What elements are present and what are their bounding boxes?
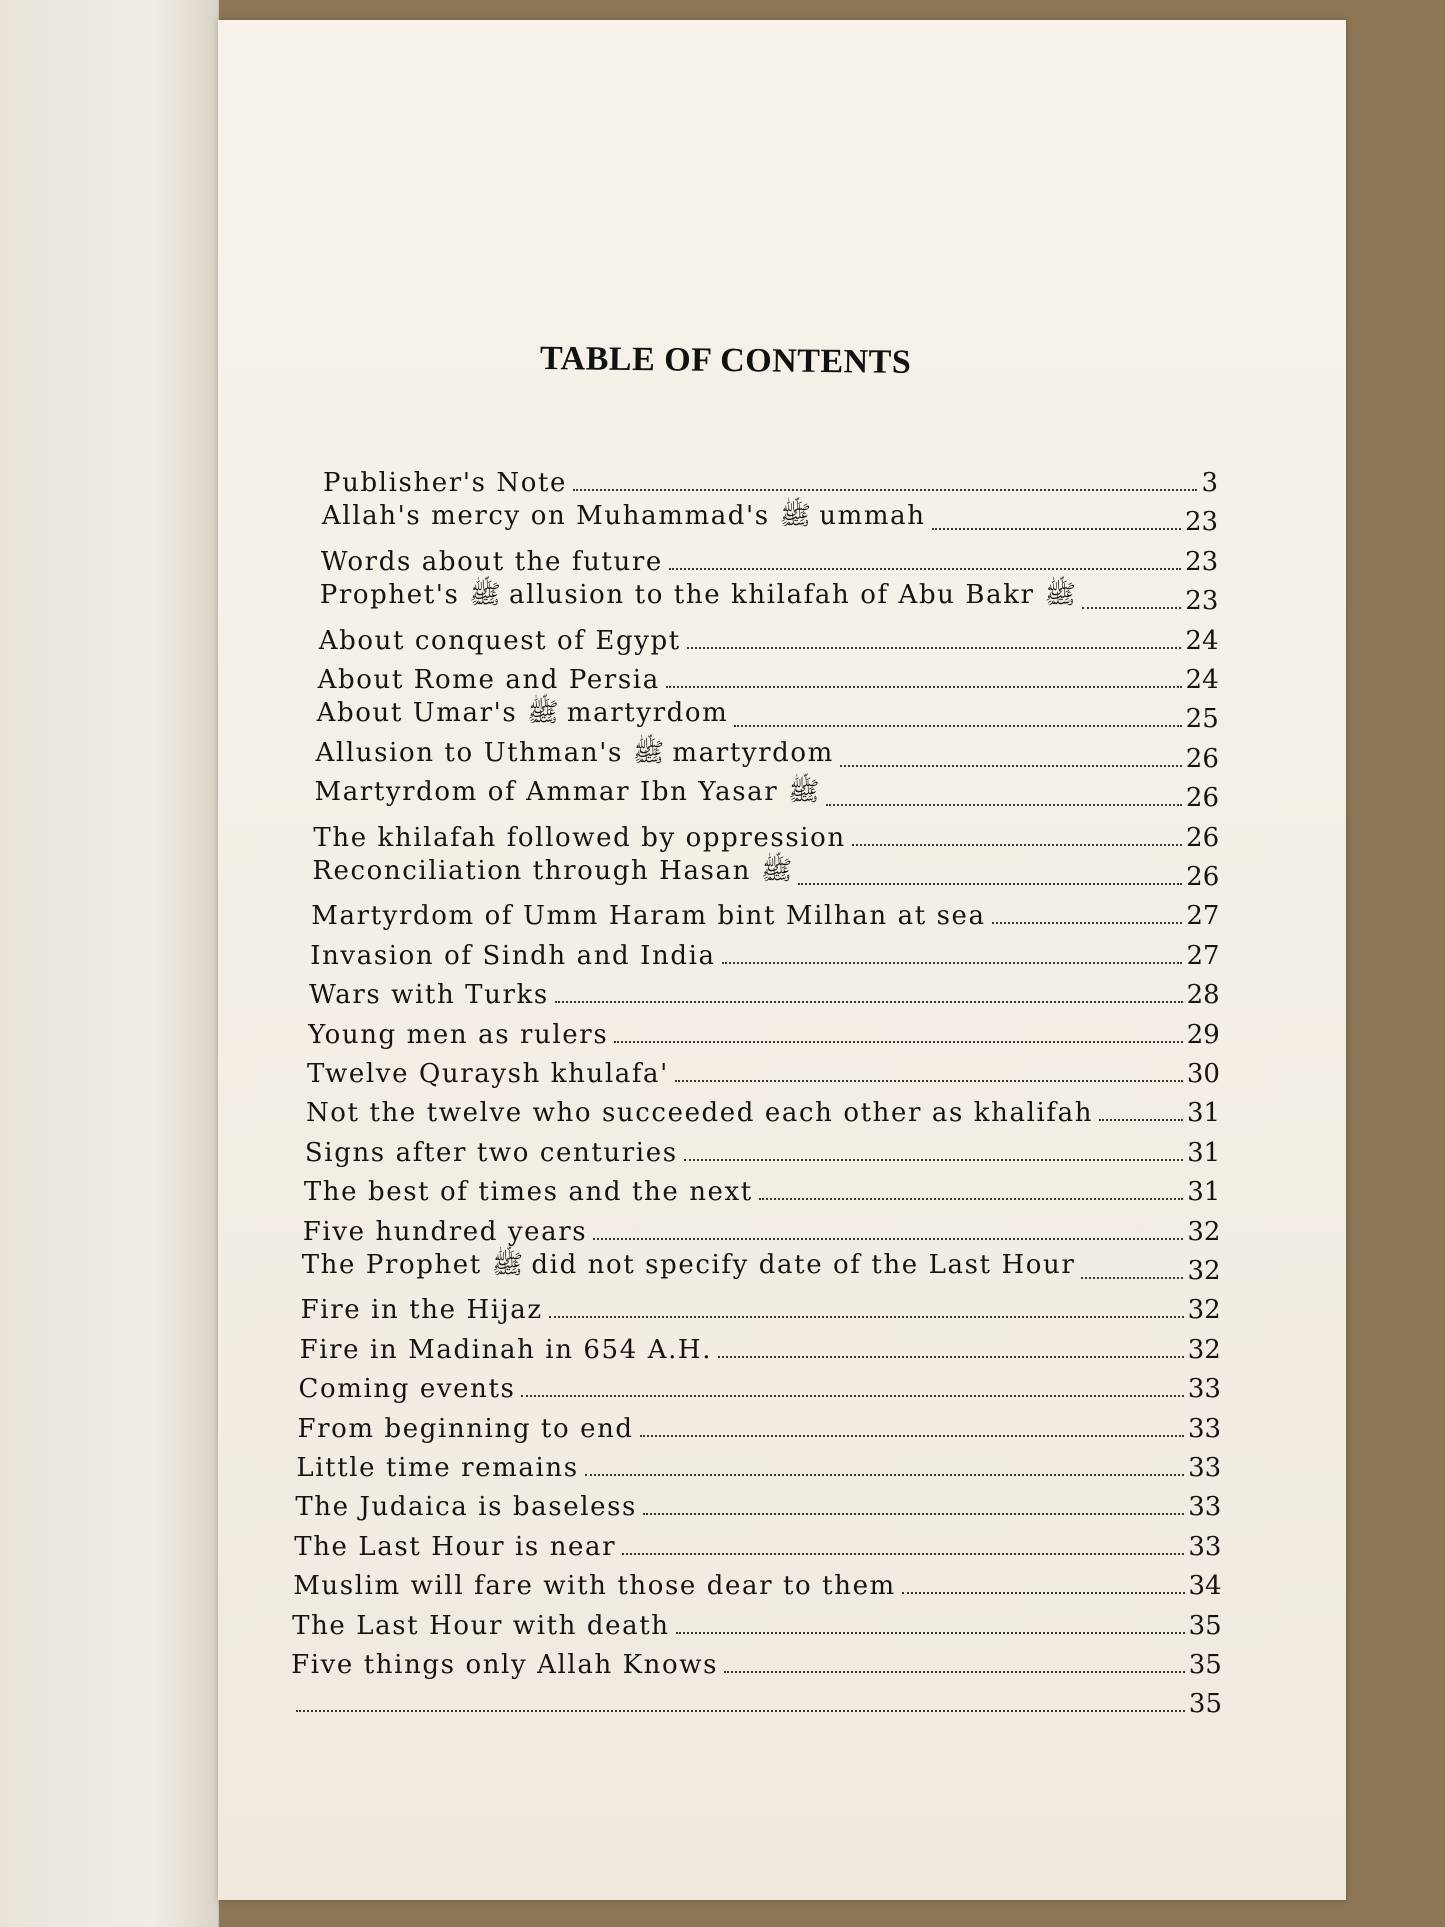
toc-entry-title: Young men as rulers [308,1019,609,1050]
toc-entry-title: Publisher's Note [323,468,568,498]
toc-entry [291,1644,1222,1680]
toc-entry-title: The best of times and the next [303,1177,753,1208]
toc-entry-page-number: 3 [1201,468,1218,498]
toc-entry [306,1092,1220,1128]
dot-leader [555,1001,1183,1003]
dot-leader [684,1159,1183,1161]
toc-entry [316,738,1219,774]
dot-leader [666,686,1182,688]
toc-entry-title: Fire in the Hijaz [300,1295,543,1326]
toc-entry-title: Invasion of Sindh and India [310,940,716,971]
left-page-bleedthrough [0,560,200,598]
toc-entry [296,1447,1221,1483]
toc-entry-page-number: 26 [1186,862,1220,892]
dot-leader [669,568,1181,570]
toc-entry-page-number: 24 [1185,665,1219,695]
toc-entry [311,895,1219,931]
dot-leader [687,647,1182,649]
toc-entry-page-number: 33 [1188,1531,1222,1562]
dot-leader [1082,607,1181,609]
toc-entry-page-number: 35 [1188,1650,1222,1680]
toc-entry [307,1053,1220,1089]
toc-entry [292,1605,1222,1641]
toc-entry [302,1250,1221,1286]
toc-entry [314,777,1219,813]
toc-entry-title: Wars with Turks [309,980,549,1011]
toc-entry [308,1014,1220,1050]
toc-entry [320,580,1219,616]
toc-entry-page-number: 31 [1187,1177,1221,1208]
dot-leader [724,1671,1185,1673]
dot-leader [852,844,1182,846]
toc-entry [299,1368,1221,1404]
toc-entry [297,1408,1221,1444]
toc-entry-page-number: 35 [1188,1610,1222,1641]
toc-entry [319,620,1219,656]
toc-entry-title: Not the twelve who succeeded each other as khalifah [305,1098,1094,1129]
dot-leader [826,804,1182,806]
toc-entry [312,856,1219,892]
dot-leader [759,1198,1183,1200]
dot-leader [718,1356,1184,1358]
toc-entry-title: Twelve Quraysh khulafa' [307,1059,669,1089]
page-title: TABLE OF CONTENTS [539,340,912,381]
toc-entry-page-number: 35 [1188,1689,1222,1720]
toc-entry-page-number: 33 [1188,1453,1222,1483]
toc-entry-title: Muslim will fare with those dear to them [293,1571,896,1602]
toc-entry-page-number: 23 [1185,546,1219,577]
toc-entry-title: Five hundred years [302,1216,588,1247]
toc-entry-title: About conquest of Egypt [318,625,681,656]
toc-entry-page-number: 33 [1187,1413,1222,1444]
dot-leader [1081,1277,1183,1279]
dot-leader [643,1513,1184,1515]
toc-entry-page-number: 33 [1188,1492,1222,1523]
toc-entry-title: About Umar's ﷺ martyrdom [316,698,729,729]
toc-entry-page-number: 32 [1187,1256,1221,1286]
toc-entry [322,501,1218,537]
dot-leader [573,489,1197,491]
toc-entry-title: Coming events [298,1374,516,1405]
toc-entry [304,1171,1220,1207]
dot-leader [640,1435,1184,1437]
toc-entry-page-number: 23 [1185,507,1219,538]
dot-leader [622,1553,1184,1555]
toc-entry-page-number: 32 [1187,1334,1221,1365]
toc-entry-page-number: 29 [1186,1019,1220,1050]
dot-leader [932,528,1181,530]
toc-entry-title: Allusion to Uthman's ﷺ martyrdom [315,737,834,768]
toc-entry [310,935,1219,971]
toc-entry-title: Reconciliation through Hasan ﷺ [312,856,793,886]
toc-entry-title: Fire in Madinah in 654 A.H. [299,1334,713,1365]
toc-entry-page-number: 23 [1185,586,1219,617]
toc-entry-title: From beginning to end [297,1413,634,1444]
toc-entry [290,1683,1222,1719]
toc-entry-page-number: 32 [1187,1216,1221,1247]
toc-entry [295,1486,1221,1522]
toc-entry-page-number: 26 [1186,822,1220,853]
toc-entry-title: Prophet's ﷺ allusion to the khilafah of Abu Bakr ﷺ [319,580,1076,611]
toc-entry-title: Little time remains [296,1453,579,1483]
toc-entry-page-number: 28 [1186,980,1220,1011]
toc-entry-page-number: 32 [1187,1295,1221,1326]
toc-entry-title: Signs after two centuries [304,1137,678,1168]
dot-leader [902,1592,1185,1594]
toc-entry [309,974,1220,1010]
toc-entry [317,698,1219,734]
toc-entry [300,1329,1221,1365]
toc-entry [318,659,1219,695]
dot-leader [549,1316,1184,1318]
toc-entry-page-number: 26 [1185,743,1219,774]
toc-entry-page-number: 25 [1185,704,1219,735]
dot-leader [722,962,1183,964]
toc-entry-title: The Prophet ﷺ did not specify date of the Last Hour [301,1250,1076,1280]
dot-leader [585,1474,1184,1476]
left-page [0,0,219,1927]
dot-leader [521,1395,1183,1397]
toc-entry-title: Five things only Allah Knows [291,1650,719,1680]
toc-entry [294,1526,1221,1562]
dot-leader [296,1710,1185,1712]
toc-entry [313,817,1219,853]
toc-entry-page-number: 27 [1186,940,1220,971]
toc-entry-title: Allah's mercy on Muhammad's ﷺ ummah [321,501,926,532]
toc-entry [305,1132,1220,1168]
toc-entry-page-number: 31 [1187,1137,1221,1168]
toc-entry-page-number: 33 [1187,1374,1221,1405]
dot-leader [676,1632,1185,1634]
toc-entry-title: About Rome and Persia [317,665,660,695]
toc-entry-title: Words about the future [320,546,663,577]
toc-entry-title: Martyrdom of Umm Haram bint Milhan at sea [311,901,986,932]
toc-entry-page-number: 34 [1188,1571,1222,1602]
toc-entry [293,1565,1221,1601]
toc-entry-title: The khilafah followed by oppression [313,822,846,853]
toc-entry [303,1211,1221,1247]
dot-leader [1099,1119,1183,1121]
toc-entry [323,462,1218,498]
toc-entry-page-number: 31 [1186,1098,1221,1129]
dot-leader [593,1238,1183,1240]
dot-leader [734,725,1181,727]
toc-entry-page-number: 27 [1186,901,1220,932]
dot-leader [992,922,1183,924]
dot-leader [798,883,1182,885]
dot-leader [614,1041,1182,1043]
toc-entry-title: Martyrdom of Ammar Ibn Yasar ﷺ [314,777,820,808]
dot-leader [840,765,1182,767]
toc-entry [321,541,1218,577]
toc-entry-page-number: 26 [1185,783,1220,814]
toc-entry-title: The Last Hour with death [292,1610,670,1641]
toc-entry-page-number: 24 [1185,625,1219,656]
toc-entry-title: The Judaica is baseless [295,1492,637,1523]
dot-leader [675,1080,1183,1082]
toc-entry [301,1289,1221,1325]
toc-entry-title: The Last Hour is near [294,1531,617,1562]
toc-entry-page-number: 30 [1186,1059,1220,1089]
